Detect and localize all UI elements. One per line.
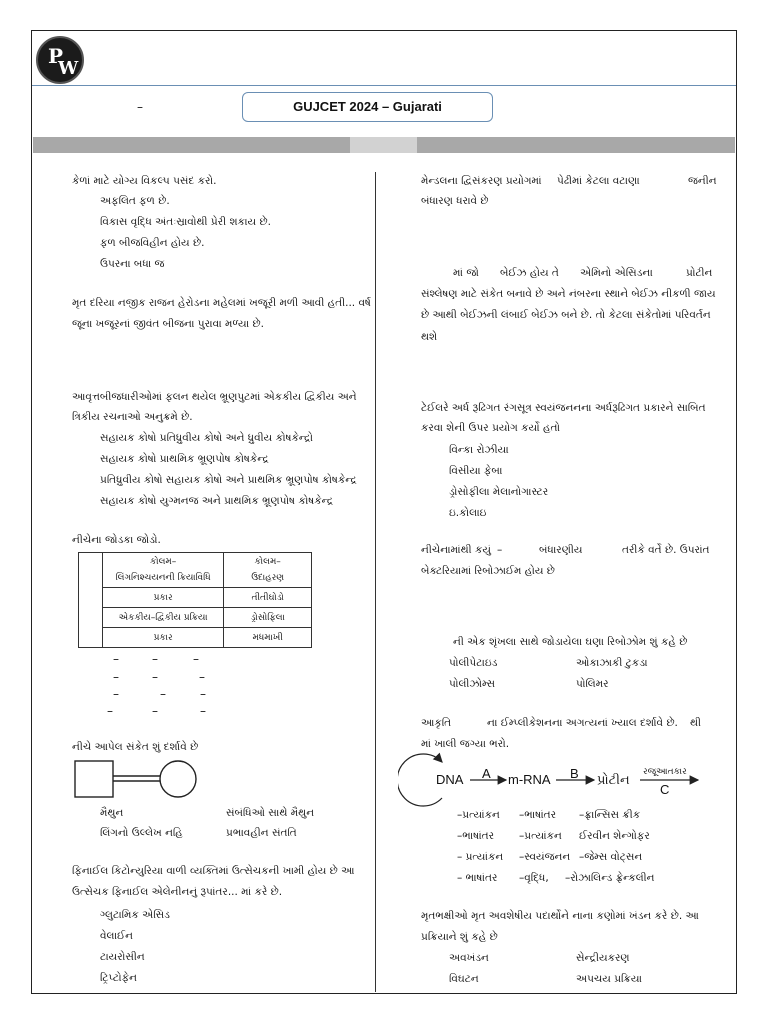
answer-dash: – <box>200 687 206 701</box>
q8-text-line: સંશ્લેષણ માટે સંકેત બનાવે છે અને નંબરના સ્થાને બેઈઝ નીકળી જાય <box>421 288 716 300</box>
q7-fragment: પેઢીમાં કેટલા વટાણા <box>557 175 640 187</box>
q3-option: સહાયક કોષો પ્રાથમિક ભ્રૂણપોષ કોષકેન્દ્ર <box>100 453 269 465</box>
q11-option: ઓકાઝાકી ટુકડા <box>576 657 648 669</box>
q4-question: નીચેના જોડકા જોડો. <box>72 534 161 546</box>
q12-option-a: – ભાષાંતર <box>457 872 498 884</box>
q5-option: મૈથુન <box>100 807 124 819</box>
q8-fragment: એમિનો એસિડના <box>580 267 653 279</box>
q8-fragment: માં જો <box>453 267 479 279</box>
q1-option: ઉપરના બધા જ <box>100 258 165 270</box>
q12-option-c: –જેમ્સ વોટ્સન <box>579 851 643 863</box>
q9-text-line: ટેઈલરે અર્ધ રૂઢિગત રંગસૂત્ર સ્વયંજનનના અર્ધરૂઢિગત પ્રકારને સાબિત <box>421 402 706 414</box>
table-header-row <box>79 553 312 588</box>
q3-option: પ્રતિધ્રુવીય કોષો સહાયક કોષો અને પ્રાથમિક ભ્રૂણપોષ કોષકેન્દ્ર <box>100 474 357 486</box>
col1-header-line: લિંગનિશ્ચયનની ક્રિયાવિધિ <box>115 573 211 583</box>
male-square-icon <box>75 761 113 797</box>
table-index-column <box>79 553 103 648</box>
q12-option-b: –વૃદ્ધિ, <box>519 872 549 884</box>
q8-text-line: છે આથી બેઈઝની લંબાઈ બેઈઝ બને છે. તો કેટલા સંકેતોમાં પરિવર્તન <box>421 309 711 321</box>
q8-text-line: થશે <box>421 331 438 343</box>
q7-fragment: મેન્ડલના દ્વિસંકરણ પ્રયોગમાં <box>421 175 542 187</box>
table-cell: પ્રકાર <box>102 628 224 648</box>
q12-option-a: – પ્રત્યાંકન <box>457 851 504 863</box>
table-cell: ડ્રોસોફિલા <box>224 608 312 628</box>
q6-text-line: ફિનાઈલ કિટોન્યુરિયા વાળી વ્યક્તિમાં ઉત્સેચકની ખામી હોય છે આ <box>72 865 355 877</box>
q6-option: ગ્લુટામિક એસિડ <box>100 909 170 921</box>
table-header-col1 <box>102 553 224 588</box>
q11-option: પોલિમર <box>576 678 609 690</box>
q13-text-line: મૃતભક્ષીઓ મૃત અવશેષીય પદાર્થોને નાના કણોમાં ખંડન કરે છે. આ <box>421 910 699 922</box>
table-cell: મધમાખી <box>224 628 312 648</box>
header-dash: – <box>137 100 143 114</box>
q1-question: કેળાં માટે યોગ્ય વિકલ્પ પસંદ કરો. <box>72 175 217 187</box>
q9-option: ડ્રોસોફીલા મેલાનોગાસ્ટર <box>449 486 549 498</box>
q13-option: અપચય પ્રક્રિયા <box>576 973 643 985</box>
label-b: B <box>570 766 579 781</box>
q12-option-a: –પ્રત્યાંકન <box>457 809 500 821</box>
answer-dash: – <box>152 704 158 718</box>
logo-letter-w: W <box>58 58 79 79</box>
q10-fragment: બંધારણીય <box>539 544 583 556</box>
q7-text-line: બંધારણ ધરાવે છે <box>421 195 489 207</box>
q6-option: ટ્રિપ્ટોફેન <box>100 972 137 984</box>
answer-dash: – <box>152 670 158 684</box>
q2-text-line: જૂના ખજૂરનાં જીવંત બીજના પુરાવા મળ્યા છે. <box>72 318 264 330</box>
q12-option-c: ઈરવીન શેન્ગોફર <box>579 830 650 842</box>
match-table <box>78 552 312 648</box>
gray-band-mid <box>350 137 417 153</box>
q5-option: પ્રભાવહીન સંતતિ <box>226 827 297 839</box>
q10-fragment: નીચેનામાંથી કયું <box>421 544 492 556</box>
mrna-label: m-RNA <box>508 772 551 787</box>
q13-option: સેન્દ્રીયકરણ <box>576 952 630 964</box>
q13-text-line: પ્રક્રિયાને શું કહે છે <box>421 931 498 943</box>
q9-option: ઇ.કોલાઇ <box>449 507 487 519</box>
answer-dash: – <box>152 652 158 666</box>
pw-logo <box>36 36 84 84</box>
q12-option-b: –સ્વયંજનન <box>519 851 571 863</box>
q1-option: અફલિત ફળ છે. <box>100 195 170 207</box>
q5-question: નીચે આપેલ સંકેત શું દર્શાવે છે <box>72 741 199 753</box>
col2-header-line: ઉદાહરણ <box>251 573 285 583</box>
q6-text-line: ઉત્સેચક ફિનાઈલ એલેનીનનું રૂપાંતર... માં કરે છે. <box>72 886 283 898</box>
q13-option: અવખંડન <box>449 952 489 964</box>
q5-option: સંબંધિઓ સાથે મૈથુન <box>226 807 315 819</box>
q10-fragment: તરીકે વર્તે છે. ઉપરાંત <box>622 544 710 556</box>
col1-header-line: કોલમ– <box>149 557 177 567</box>
q3-option: સહાયક કોષો પ્રતિધ્રુવીય કોષો અને ધ્રુવીય કોષકેન્દ્રો <box>100 432 313 444</box>
answer-dash: – <box>113 652 119 666</box>
page-title: GUJCET 2024 – Gujarati <box>242 92 493 122</box>
answer-dash: – <box>107 704 113 718</box>
q9-text-line: કરવા શેની ઉપર પ્રયોગ કર્યો હતો <box>421 422 561 434</box>
q5-option: લિંગનો ઉલ્લેખ નહિ <box>100 827 183 839</box>
answer-dash: – <box>199 670 205 684</box>
q7-fragment: જનીન <box>688 175 717 187</box>
answer-dash: – <box>200 704 206 718</box>
q12-fragment: આકૃતિ <box>421 717 452 729</box>
pedigree-symbol <box>74 760 198 800</box>
logo-letter-p: P <box>48 44 64 68</box>
q11-option: પોલીપેટાઇડ <box>449 657 498 669</box>
table-cell: પ્રકાર <box>102 588 224 608</box>
q12-option-b: –પ્રત્યાંકન <box>519 830 562 842</box>
label-c: C <box>660 782 670 797</box>
ragatmak-label: રજૂઆતકાર <box>643 766 687 776</box>
gray-band-left <box>33 137 350 153</box>
q1-option: ફળ બીજવિહીન હોય છે. <box>100 237 205 249</box>
table-cell: એકકીય–દ્વિકીય પ્રક્રિયા <box>102 608 224 628</box>
q12-fragment: થી <box>690 717 702 729</box>
q12-fragment: ના ઈમ્પ્લીકેશનના અગત્યનાં ખ્યાલ દર્શાવે છે. <box>487 717 678 729</box>
q11-question: ની એક શૃંખલા સાથે જોડાયેલા ઘણા રિબોઝોમ શું કહે છે <box>453 636 688 648</box>
col2-header-line: કોલમ– <box>254 557 281 567</box>
gray-band-right <box>417 137 735 153</box>
answer-dash: – <box>113 687 119 701</box>
female-circle-icon <box>160 761 196 797</box>
q3-text-line: આવૃત્તબીજધારીઓમાં ફલન થયેલ ભ્રૂણપુટમાં એકકીય દ્વિકીય અને <box>72 391 357 403</box>
label-a: A <box>482 766 491 781</box>
q11-option: પોલીઝોમ્સ <box>449 678 496 690</box>
central-dogma-diagram <box>398 752 704 808</box>
q12-option-c: –રોઝાલિન્ડ ફ્રેન્કલીન <box>565 872 655 884</box>
q12-option-a: –ભાષાંતર <box>457 830 495 842</box>
table-row <box>79 588 312 608</box>
q12-text-line: માં ખાલી જગ્યા ભરો. <box>421 738 510 750</box>
q6-option: ટાયરોસીન <box>100 951 145 963</box>
q9-option: વિસીયા ફેબા <box>449 465 503 477</box>
header-divider <box>32 85 736 86</box>
q3-text-line: ત્રિકીય રચનાઓ અનુક્રમે છે. <box>72 411 193 423</box>
q10-fragment: – <box>497 544 503 556</box>
column-divider <box>375 172 376 992</box>
q8-fragment: બેઈઝ હોય તે <box>500 267 559 279</box>
answer-dash: – <box>113 670 119 684</box>
q12-option-c: –ફ્રાન્સિસ ક્રીક <box>579 809 641 821</box>
q2-text-line: મૃત દરિયા નજીક રાજન હેરોડના મહેલમાં ખજૂરી મળી આવી હતી... વર્ષ <box>72 297 371 309</box>
table-row <box>79 628 312 648</box>
q9-option: વિન્કા રોઝીયા <box>449 444 509 456</box>
table-row <box>79 608 312 628</box>
answer-dash: – <box>193 652 199 666</box>
protein-label: પ્રોટીન <box>597 772 630 787</box>
q13-option: વિઘટન <box>449 973 479 985</box>
q10-text-line: બેક્ટરિયામાં રિબોઝાઈમ હોય છે <box>421 565 555 577</box>
table-cell: તીતીઘોડો <box>224 588 312 608</box>
table-header-col2 <box>224 553 312 588</box>
q3-option: સહાયક કોષો યુગ્મનજ અને પ્રાથમિક ભ્રૂણપોષ કોષકેન્દ્ર <box>100 495 334 507</box>
dna-label: DNA <box>436 772 464 787</box>
q8-fragment: પ્રોટીન <box>686 267 713 279</box>
q12-option-b: –ભાષાંતર <box>519 809 557 821</box>
q6-option: વેલાઈન <box>100 930 133 942</box>
q1-option: વિકાસ વૃદ્ધિ અંતઃસ્રાવોથી પ્રેરી શકાય છે. <box>100 216 271 228</box>
answer-dash: – <box>160 687 166 701</box>
